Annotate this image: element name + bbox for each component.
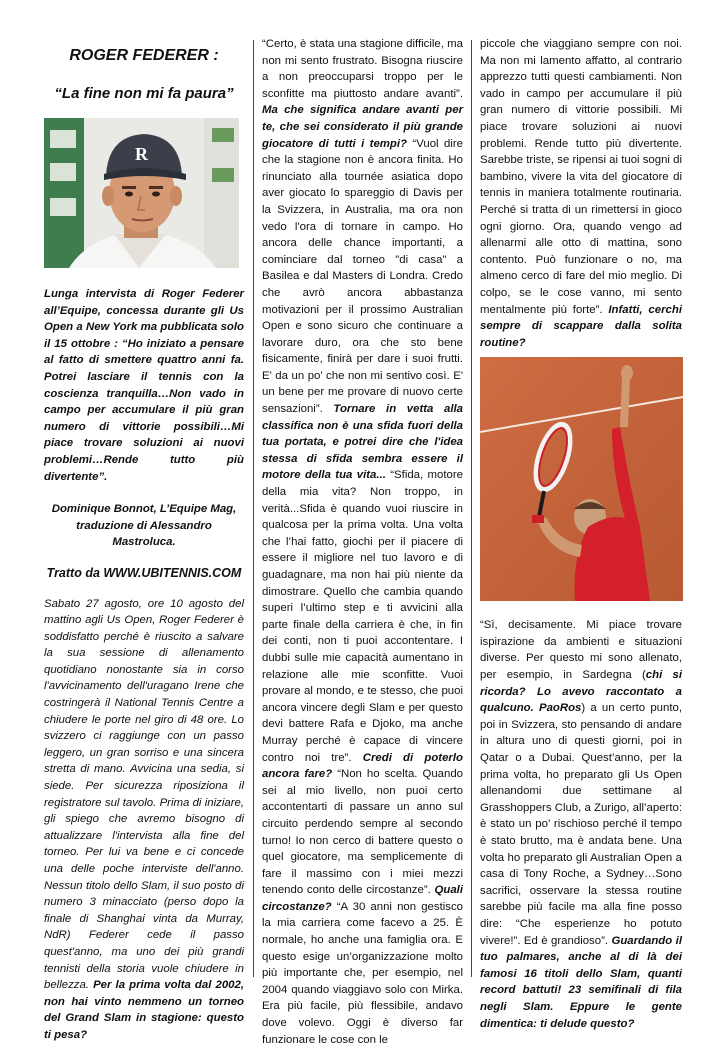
article-intro bbox=[44, 596, 244, 1044]
answer-6-part-1: “Sì, decisamente. Mi piace trovare ispirazione da ambienti e situazioni diverse. Per questo mi sono allenato, per esempio, in Sardegna ( bbox=[480, 619, 682, 682]
serve-photo bbox=[480, 357, 683, 601]
column-1 bbox=[44, 36, 244, 1044]
article-lead: Lunga intervista di Roger Federer all’Equipe, concessa durante gli Us Open a New York ma pubblicata solo il 15 ottobre : “Ho iniziato a pensare al fatto di smettere quattro anni fa. Potrei lasciare il tennis con la coscienza tranquilla…Non vado in campo per accumulare il più gran numero di vittorie possibili…Mi piace trovare soluzioni ai nuovi problemi…Rende tutto più divertente”. bbox=[44, 288, 244, 483]
svg-text:R: R bbox=[135, 144, 148, 164]
article-credit: Dominique Bonnot, L’Equipe Mag, traduzione di Alessandro Mastroluca. bbox=[51, 503, 237, 549]
article-subtitle: “La fine non mi fa paura” bbox=[54, 85, 234, 102]
question-3: Tornare in vetta alla classifica non è una sfida fuori della tua portata, e potrei dire che l'idea stessa di sfida sembra essere il motore della tua vita... bbox=[262, 403, 463, 482]
editor-note: chi si ricorda? Lo avevo raccontato a qualcuno. PaoRos bbox=[480, 669, 682, 715]
answer-2: “Vuol dire che la stagione non è ancora finita. Ho rinunciato alla tournée asiatica dopo aver giocato lo spareggio di Davis per la Svizzera, in Australia, ma ora non vedo l'ora di tornare in campo. Ho ancora delle chance importanti, a cominciare dal torneo "di casa" a Basilea e dal Masters di Londra. Credo che avrò ancora abbastanza motivazioni per il prossimo Australian Open e sono sicuro che continuare a lavorare duro, ora che sto bene fisicamente, finirà per dare i suoi frutti. E' da un po' che non mi sentivo così. E' un bene per me provare di nuovo certe sensazioni”. bbox=[262, 137, 463, 416]
column-divider-1 bbox=[253, 40, 254, 977]
question-2: Ma che significa andare avanti per te, che sei considerato il più grande giocatore di tutti i tempi? bbox=[262, 104, 463, 150]
answer-6-part-2: ) a un certo punto, poi in Svizzera, sto pensando di andare in altura uno di questi giorni, poi in Qatar o a Dubai. Quest’anno, per la prima volta, ho preparato gli Us Open allenandomi due settimane al Grasshoppers Club, a Zurigo, all’aperto: è stato un po’ rischioso perché il tempo è stato brutto, ma è andata bene. Una volta ho preparato gli Australian Open a casa di Tony Roche, a Sydney…Sono sacrifici, osservare la stessa routine sarebbe più facile ma alla fine posso dire: “Che esperienze ho potuto vivere!”. Ed è grandioso”. bbox=[480, 702, 682, 947]
intro-text: Sabato 27 agosto, ore 10 agosto del mattino agli Us Open, Roger Federer è soddisfatto perché è riuscito a salvare la sua sessione di allenamento quotidiano nonostante sia in corso l'avvicinamento dell'uragano Irene che costringerà il National Tennis Centre a chiudere le porte nel giro di 48 ore. Lo svizzero ci raggiunge con un passo leggero, un gran sorriso e una sincera stretta di mano. Avvicina una sedia, si siede. Per sicurezza riposiziona il registratore sul tavolo. Prima di iniziare, gli spiego che avremo bisogno di attualizzare l'intervista alla fine del torneo. Per lui va bene e ci concede una delle poche interviste dell'anno. Nessun titolo dello Slam, il suo posto di numero 3 minacciato (perso dopo la finale di Shanghai vinta da Murray, NdR) Federer cede il passo quest'anno, ma uno dei più grandi tennisti della storia vuole chiudere in bellezza. bbox=[44, 597, 244, 992]
column-2 bbox=[262, 36, 463, 1048]
answer-5-tail: piccole che viaggiano sempre con noi. Ma non mi lamento affatto, al contrario apprezzo tutti questi cambiamenti. Non vado in campo per accumulare il più gran numero di vittorie possibili. Mi piace trovare soluzioni ai nuovi problemi. Rende tutto più divertente. Sarebbe triste, se ripensi ai tuoi sogni di bambino, vivere la vita del giocatore di tennis in maniera totalmente routinaria. Perché si tratta di un rimettersi in gioco ogni giorno. Ora, quando vengo ad allenarmi alle otto di mattina, sono contento. Può funzionare o no, ma almeno cerco di fare del mio meglio. Di colpo, se le cose vanno, mi sento mentalmente più forte”. bbox=[480, 38, 682, 316]
answer-3: “Sfida, motore della mia vita? Non troppo, in verità...Sfida è quando vuoi riuscire in qualcosa per la prima volta. Una volta che l’hai fatto, giochi per il piacere di essere il migliore nel tuo lavoro e di guadagnare, ma non hai più niente da dimostrare. Quello che cambia quando superi l’ultimo step e ti avvicini alla parte finale della carriera è che, in fin dei conti, non ti puoi accontentare. I dubbi sulle mie capacità aumentano in relazione alle mie sconfitte. Vuoi provare al mondo, e te stesso, che puoi ancora vincere degli Slam e per questo devi battere Rafa e Djoko, ma anche Murray perché è capace di vincere contro noi tre”. bbox=[262, 469, 464, 764]
answer-5-continued bbox=[480, 36, 682, 351]
answer-1: “Certo, è stata una stagione difficile, ma non mi sento frustrato. Bisogna riuscire a non preoccuparsi troppo per le sconfitte ma piuttosto andare avanti”. bbox=[262, 38, 463, 100]
article-body-2 bbox=[262, 36, 463, 1048]
question-1-start: Per la prima volta dal 2002, non hai vinto nemmeno un torneo del Grand Slam in stagione: questo ti pesa? bbox=[44, 979, 244, 1041]
question-7: Guardando il tuo palmares, anche al di là dei famosi 16 titoli dello Slam, quanti record battuti! 23 semifinali di fila negli Slam. Eppure le gente dimentica: ti delude questo? bbox=[480, 934, 682, 1030]
article-source: Tratto da WWW.UBITENNIS.COM bbox=[46, 565, 242, 580]
question-4: Credi di poterlo ancora fare? bbox=[262, 751, 463, 781]
answer-4: “Non ho scelta. Quando sei al mio livello, non puoi certo accontentarti di passare un anno sul circuito perdendo sempre al secondo turno! Io non cerco di battere questo o quel giocatore, ma semplicemente di fare il massimo con i miei mezzi tenendo conto delle circostanze”. bbox=[262, 768, 463, 897]
column-divider-2 bbox=[471, 40, 472, 977]
article-title: ROGER FEDERER : bbox=[69, 47, 219, 64]
question-5: Quali circostanze? bbox=[262, 884, 463, 913]
column-3 bbox=[480, 36, 682, 1032]
answer-6 bbox=[480, 617, 682, 1032]
portrait-photo bbox=[44, 118, 239, 268]
answer-5: “A 30 anni non gestisco la mia carriera come facevo a 25. È normale, ho anche una famiglia ora. E questo esige un’organizzazione molto più importante che, per esempio, nel 2004 quando viaggiavo solo con Mirka. Era più facile, più flessibile, andavo dove volevo. Oggi è diverso far funzionare le cose con le bbox=[262, 900, 463, 1046]
question-6: Infatti, cerchi sempre di scappare dalla solita routine? bbox=[480, 303, 682, 349]
